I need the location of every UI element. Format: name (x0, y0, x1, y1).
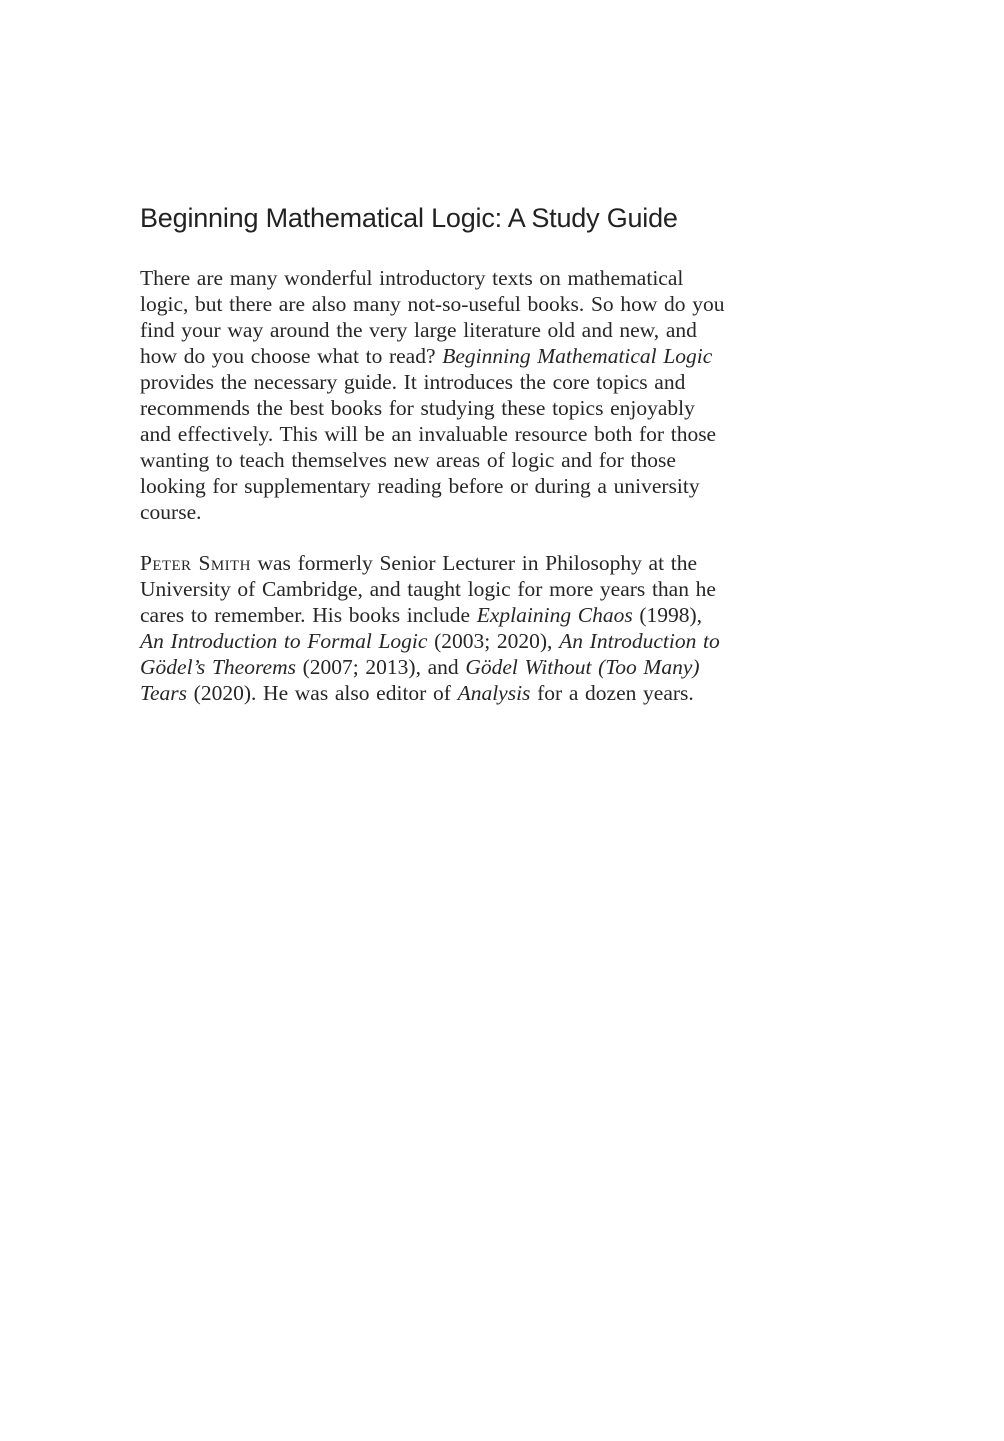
text-line (140, 265, 820, 291)
text-segment: find your way around the very large literature old and new, and (140, 318, 697, 342)
text-segment: recommends the best books for studying these topics enjoyably (140, 396, 695, 420)
text-line (140, 317, 820, 343)
text-segment: cares to remember. His books include (140, 603, 477, 627)
text-line (140, 473, 820, 499)
text-segment-smallcaps: Peter Smith (140, 551, 251, 575)
text-line (140, 654, 820, 680)
text-segment: and effectively. This will be an invaluable resource both for those (140, 422, 717, 446)
text-segment: (2003; 2020), (427, 629, 560, 653)
text-segment: course. (140, 500, 202, 524)
text-line (140, 369, 820, 395)
text-segment: (2020). He was also editor of (187, 681, 458, 705)
text-line (140, 680, 820, 706)
text-segment: looking for supplementary reading before or during a university (140, 474, 700, 498)
text-line (140, 291, 820, 317)
text-segment: wanting to teach themselves new areas of logic and for those (140, 448, 676, 472)
page-body (140, 265, 820, 706)
text-segment: how do you choose what to read? (140, 344, 443, 368)
text-segment-italic: Tears (140, 681, 188, 705)
text-segment-italic: An Introduction to Formal Logic (140, 629, 428, 653)
text-line (140, 343, 820, 369)
text-line (140, 602, 820, 628)
text-line (140, 447, 820, 473)
paragraph (140, 265, 820, 525)
page-title: Beginning Mathematical Logic: A Study Guide (140, 203, 678, 233)
text-segment-italic: Gödel’s Theorems (140, 655, 296, 679)
text-line (140, 576, 820, 602)
text-line (140, 421, 820, 447)
text-segment: University of Cambridge, and taught logic for more years than he (140, 577, 716, 601)
text-line (140, 550, 820, 576)
text-segment: logic, but there are also many not-so-useful books. So how do you (140, 292, 725, 316)
text-segment-italic: Analysis (457, 681, 531, 705)
text-segment: for a dozen years. (530, 681, 694, 705)
text-segment-italic: Beginning Mathematical Logic (442, 344, 713, 368)
text-segment-italic: An Introduction to (559, 629, 720, 653)
text-line (140, 628, 820, 654)
text-segment-italic: Gödel Without (Too Many) (465, 655, 700, 679)
text-segment: There are many wonderful introductory texts on mathematical (140, 266, 684, 290)
text-line (140, 395, 820, 421)
text-segment: provides the necessary guide. It introduces the core topics and (140, 370, 686, 394)
text-segment-italic: Explaining Chaos (476, 603, 633, 627)
text-segment: (1998), (632, 603, 703, 627)
text-segment: (2007; 2013), and (295, 655, 466, 679)
text-line (140, 499, 820, 525)
paragraph (140, 550, 820, 706)
text-segment: was formerly Senior Lecturer in Philosophy at the (250, 551, 698, 575)
